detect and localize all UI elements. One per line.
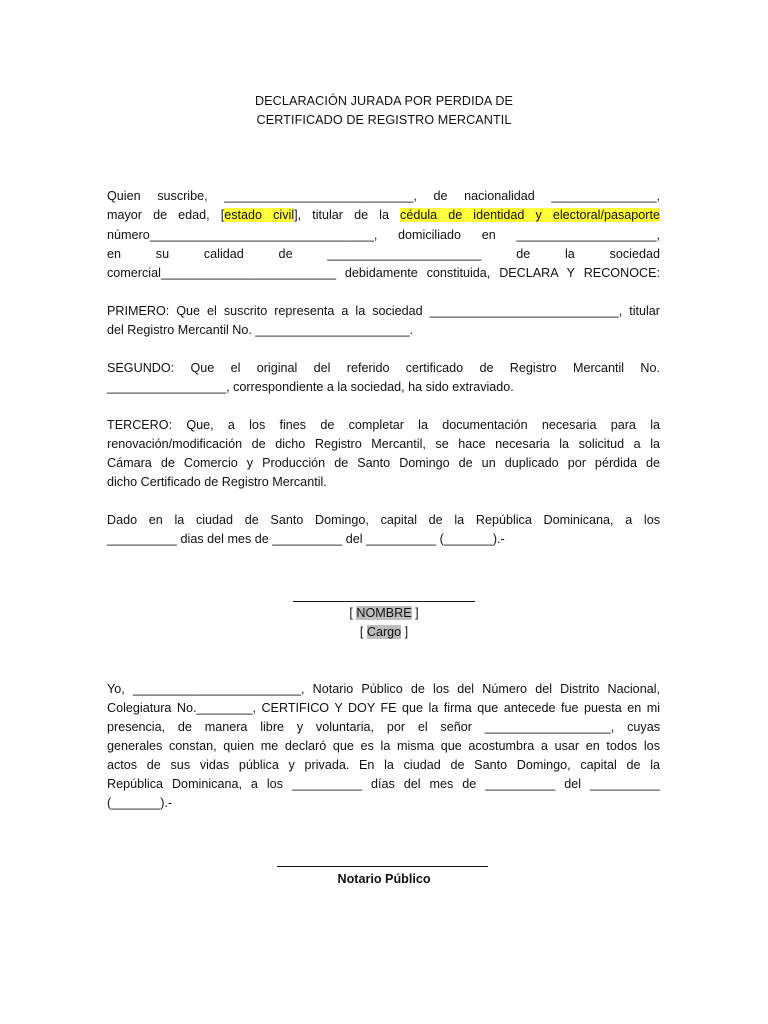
signer-title-open: [ xyxy=(359,625,367,639)
nombre-placeholder: NOMBRE xyxy=(356,606,412,620)
dado-line-1: Dado en la ciudad de Santo Domingo, capital de la República Dominicana, a los xyxy=(107,513,660,527)
signer-name-close: ] xyxy=(411,606,419,620)
signer-name xyxy=(0,604,768,623)
document-title-line-2: CERTIFICADO DE REGISTRO MERCANTIL xyxy=(256,113,512,127)
primero-line-1: PRIMERO: Que el suscrito representa a la sociedad ___________________________, titular xyxy=(107,304,660,318)
notario-line-2: Colegiatura No.________, CERTIFICO Y DOY FE que la firma que antecede fue puesta en mi xyxy=(107,701,660,715)
signer-title-close: ] xyxy=(401,625,409,639)
primero-line-2: del Registro Mercantil No. ______________________. xyxy=(107,323,413,337)
notario-line-5: actos de sus vidas pública y privada. En la ciudad de Santo Domingo, capital de la xyxy=(107,758,660,772)
intro-line-5: comercial_________________________ debidamente constituida, DECLARA Y RECONOCE: xyxy=(107,266,660,280)
notary-label: Notario Público xyxy=(337,872,431,886)
notario-line-1: Yo, ________________________, Notario Público de los del Número del Distrito Nacional, xyxy=(107,682,660,696)
intro-line-2 xyxy=(107,206,660,225)
notario-line-6: República Dominicana, a los __________ días del mes de __________ del __________ xyxy=(107,777,660,791)
segundo-line-2: _________________, correspondiente a la sociedad, ha sido extraviado. xyxy=(107,380,514,394)
intro-line-3: número________________________________, domiciliado en ____________________, xyxy=(107,228,660,242)
dado-line-2: __________ dias del mes de __________ del __________ (_______).- xyxy=(107,532,505,546)
intro-line-2-text-b: ], titular de la xyxy=(294,208,401,222)
tercero-line-3: Cámara de Comercio y Producción de Santo Domingo de un duplicado por pérdida de xyxy=(107,456,660,470)
intro-line-1: Quien suscribe, ___________________________, de nacionalidad _______________, xyxy=(107,189,660,203)
tercero-line-2: renovación/modificación de dicho Registro Mercantil, se hace necesaria la solicitud a la xyxy=(107,437,660,451)
notario-line-3: presencia, de manera libre y voluntaria, por el señor __________________, cuyas xyxy=(107,720,660,734)
estado-civil-highlight: estado civil xyxy=(224,208,295,222)
notario-line-7: (_______).- xyxy=(107,796,173,810)
signer-name-open: [ xyxy=(349,606,357,620)
cargo-placeholder: Cargo xyxy=(366,625,402,639)
intro-line-4: en su calidad de ______________________ de la sociedad xyxy=(107,247,660,261)
signature-line xyxy=(293,601,475,602)
cedula-highlight: cédula de identidad y electoral/pasaporte xyxy=(400,208,660,222)
intro-line-2-text-a: mayor de edad, [ xyxy=(107,208,225,222)
document-title-line-1: DECLARACIÓN JURADA POR PERDIDA DE xyxy=(254,94,514,108)
tercero-line-4: dicho Certificado de Registro Mercantil. xyxy=(107,475,327,489)
notario-line-4: generales constan, quien me declaró que es la misma que acostumbra a usar en todos los xyxy=(107,739,660,753)
tercero-line-1: TERCERO: Que, a los fines de completar la documentación necesaria para la xyxy=(107,418,660,432)
notary-signature-line xyxy=(277,866,488,867)
segundo-line-1: SEGUNDO: Que el original del referido certificado de Registro Mercantil No. xyxy=(107,361,660,375)
signer-title xyxy=(0,623,768,642)
